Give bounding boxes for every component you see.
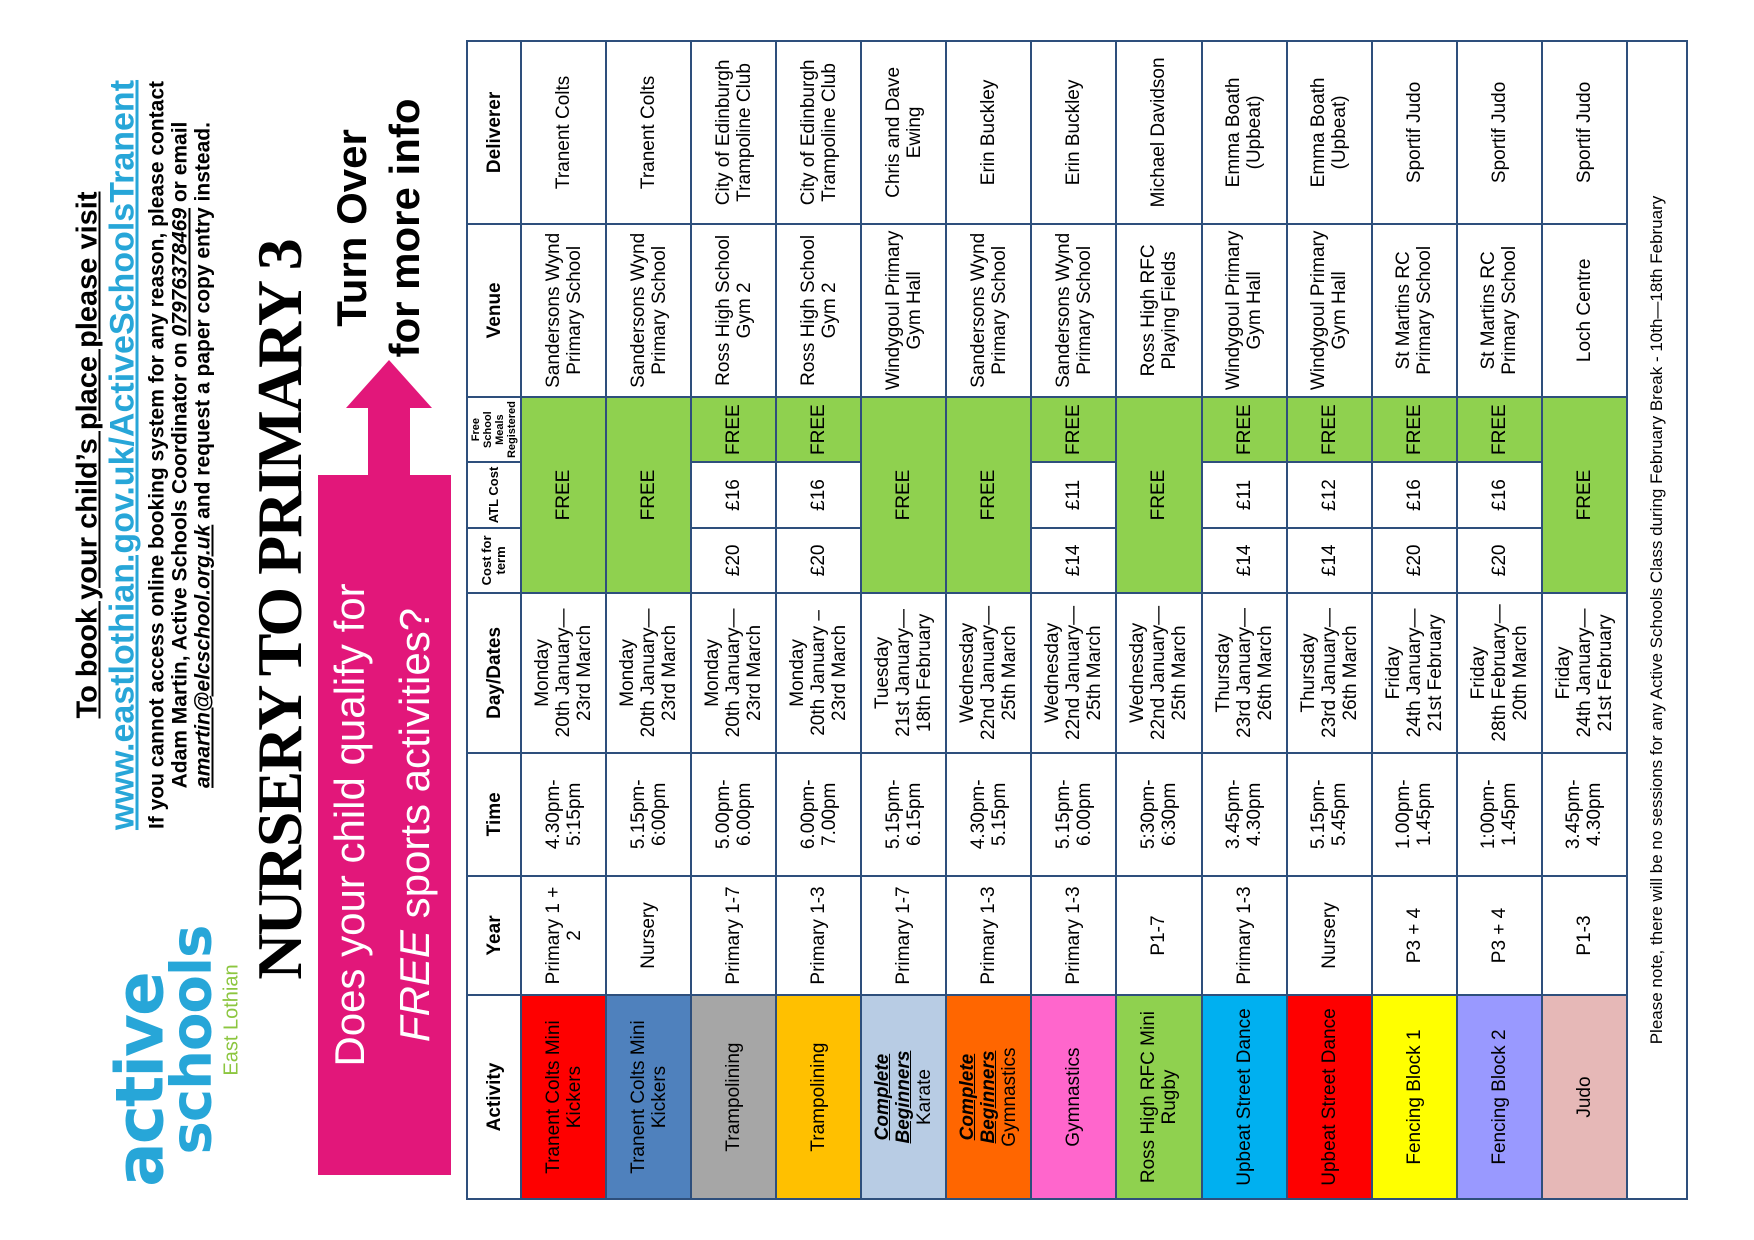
activity-name: Judo — [1573, 1076, 1595, 1118]
cost-cell: £20 — [691, 528, 776, 593]
table-row — [1031, 41, 1116, 1199]
header-fsm: Free School Meals Registered — [467, 397, 521, 462]
activity-cell — [1542, 995, 1627, 1199]
header-deliverer: Deliverer — [467, 41, 521, 224]
header-cost: Cost for term — [467, 528, 521, 593]
time-cell: 4.30pm-5.15pm — [946, 753, 1031, 876]
fsm-cell: FREE — [1457, 397, 1542, 462]
dates-cell — [691, 593, 776, 753]
banner-line-2 — [391, 608, 439, 1042]
date-range: 22nd January—25th March — [978, 605, 1021, 740]
contact-info — [146, 70, 215, 840]
time-cell: 5.15pm-6:00pm — [606, 753, 691, 876]
logo-region: East Lothian — [220, 964, 243, 1076]
day-name: Wednesday — [1127, 622, 1149, 723]
header-time: Time — [467, 753, 521, 876]
time-cell: 3.45pm-4.30pm — [1202, 753, 1287, 876]
header-dates: Day/Dates — [467, 593, 521, 753]
table-row — [1116, 41, 1201, 1199]
banner-free-word: FREE — [391, 930, 438, 1043]
free-merged-cell: FREE — [606, 397, 691, 593]
venue-cell: Windygoul Primary Gym Hall — [861, 224, 946, 397]
date-range: 28th February—20th March — [1488, 604, 1531, 742]
schedule-table-container — [466, 40, 1692, 1200]
table-row — [521, 41, 606, 1199]
fsm-cell: FREE — [1372, 397, 1457, 462]
deliverer-cell: Tranent Colts — [521, 41, 606, 224]
date-range: 24th January—21st February — [1573, 608, 1616, 738]
activity-name: Trampolining — [723, 1042, 745, 1152]
dates-cell — [861, 593, 946, 753]
table-row — [1457, 41, 1542, 1199]
deliverer-cell: Emma Boath (Upbeat) — [1287, 41, 1372, 224]
year-cell: Primary 1-3 — [1202, 876, 1287, 995]
activity-name: Fencing Block 1 — [1403, 1029, 1425, 1165]
date-range: 23rd January—26th March — [1318, 607, 1361, 738]
venue-cell: St Martins RC Primary School — [1372, 224, 1457, 397]
time-cell: 5.00pm-6.00pm — [691, 753, 776, 876]
table-row — [861, 41, 946, 1199]
february-break-note: Please note, there will be no sessions for any Active Schools Class during February Break - 10th—18th February — [1628, 40, 1688, 1200]
day-name: Monday — [787, 639, 809, 707]
table-header-row — [467, 41, 521, 1199]
cost-cell: £14 — [1202, 528, 1287, 593]
more-info-text: for more info — [381, 98, 428, 358]
venue-cell: Loch Centre — [1542, 224, 1627, 397]
activity-cell — [521, 995, 606, 1199]
cost-cell: £20 — [1457, 528, 1542, 593]
venue-cell: Sandersons Wynd Primary School — [946, 224, 1031, 397]
atl-cost-cell: £11 — [1031, 462, 1116, 527]
day-name: Tuesday — [872, 636, 894, 710]
year-cell: Primary 1-7 — [691, 876, 776, 995]
time-cell: 5.15pm-6.00pm — [1031, 753, 1116, 876]
table-row — [1542, 41, 1627, 1199]
deliverer-cell: Erin Buckley — [946, 41, 1031, 224]
day-name: Thursday — [1297, 633, 1319, 713]
activity-name: Fencing Block 2 — [1488, 1029, 1510, 1165]
table-row — [691, 41, 776, 1199]
banner-line-1: Does your child qualify for — [326, 583, 373, 1067]
phone-number[interactable]: 07976378469 — [168, 207, 192, 337]
activity-cell — [1372, 995, 1457, 1199]
free-merged-cell: FREE — [946, 397, 1031, 593]
time-cell: 5:30pm-6:30pm — [1116, 753, 1201, 876]
atl-cost-cell: £12 — [1287, 462, 1372, 527]
header-venue: Venue — [467, 224, 521, 397]
year-cell: P3 + 4 — [1372, 876, 1457, 995]
activity-cell — [1202, 995, 1287, 1199]
venue-cell: St Martins RC Primary School — [1457, 224, 1542, 397]
fsm-cell: FREE — [1031, 397, 1116, 462]
banner-line-2-rest: sports activities? — [391, 607, 438, 931]
table-row — [776, 41, 861, 1199]
date-range: 20th January—23rd March — [638, 608, 681, 738]
free-merged-cell: FREE — [521, 397, 606, 593]
activity-name: Tranent Colts Mini Kickers — [627, 1020, 670, 1174]
table-row — [606, 41, 691, 1199]
atl-cost-cell: £16 — [1457, 462, 1542, 527]
schedule-table — [466, 40, 1628, 1200]
activity-name: Upbeat Street Dance — [1233, 1008, 1255, 1186]
logo-word-active: active — [101, 973, 179, 1187]
activity-name: Ross High RFC Mini Rugby — [1137, 1011, 1180, 1184]
day-name: Wednesday — [1042, 622, 1064, 723]
activity-emphasis: Beginners — [893, 1050, 915, 1144]
cost-cell: £14 — [1031, 528, 1116, 593]
deliverer-cell: City of Edinburgh Trampoline Club — [776, 41, 861, 224]
date-range: 20th January—23rd March — [553, 608, 596, 738]
time-cell: 3.45pm-4.30pm — [1542, 753, 1627, 876]
activity-name: Karate — [914, 1069, 936, 1126]
activity-cell — [606, 995, 691, 1199]
activity-name: Trampolining — [808, 1042, 830, 1152]
activity-emphasis: Beginners — [978, 1050, 1000, 1144]
year-cell: Nursery — [1287, 876, 1372, 995]
year-cell: Nursery — [606, 876, 691, 995]
year-cell: Primary 1-3 — [946, 876, 1031, 995]
time-cell: 5.15pm-5.45pm — [1287, 753, 1372, 876]
year-cell: P1-3 — [1542, 876, 1627, 995]
year-cell: Primary 1-3 — [776, 876, 861, 995]
logo-word-schools: schools — [159, 925, 225, 1155]
table-row — [1202, 41, 1287, 1199]
day-name: Monday — [617, 639, 639, 707]
table-row — [946, 41, 1031, 1199]
deliverer-cell: Sportif Judo — [1372, 41, 1457, 224]
dates-cell — [946, 593, 1031, 753]
activity-cell — [1031, 995, 1116, 1199]
venue-cell: Ross High RFC Playing Fields — [1116, 224, 1201, 397]
dates-cell — [1116, 593, 1201, 753]
date-range: 24th January—21st February — [1403, 608, 1446, 738]
day-name: Thursday — [1212, 633, 1234, 713]
cost-cell: £14 — [1287, 528, 1372, 593]
activity-name: Gymnastics — [1063, 1047, 1085, 1147]
booking-heading: To book your child’s place please visit — [71, 191, 104, 719]
activity-emphasis: Complete — [957, 1053, 979, 1141]
deliverer-cell: Michael Davidson — [1116, 41, 1201, 224]
date-range: 20th January—23rd March — [723, 608, 766, 738]
time-cell: 1:00pm-1.45pm — [1457, 753, 1542, 876]
time-cell: 1.00pm-1.45pm — [1372, 753, 1457, 876]
table-row — [1372, 41, 1457, 1199]
header-activity: Activity — [467, 995, 521, 1199]
time-cell: 5.15pm-6.15pm — [861, 753, 946, 876]
dates-cell — [1542, 593, 1627, 753]
time-cell: 4.30pm-5:15pm — [521, 753, 606, 876]
contact-line-2: Adam Martin, Active Schools Coordinator on — [168, 342, 192, 789]
atl-cost-cell: £16 — [691, 462, 776, 527]
deliverer-cell: Erin Buckley — [1031, 41, 1116, 224]
atl-cost-cell: £16 — [1372, 462, 1457, 527]
cost-cell: £20 — [776, 528, 861, 593]
time-cell: 6.00pm-7.00pm — [776, 753, 861, 876]
activity-name: Upbeat Street Dance — [1318, 1008, 1340, 1186]
dates-cell — [1287, 593, 1372, 753]
activity-name: Gymnastics — [999, 1047, 1021, 1147]
contact-or: or email — [168, 121, 192, 203]
activity-cell — [776, 995, 861, 1199]
dates-cell — [776, 593, 861, 753]
dates-cell — [1372, 593, 1457, 753]
deliverer-cell: Sportif Judo — [1457, 41, 1542, 224]
free-merged-cell: FREE — [1542, 397, 1627, 593]
fsm-cell: FREE — [776, 397, 861, 462]
day-name: Wednesday — [957, 622, 979, 723]
email-link[interactable]: amartin@elcschool.org.uk — [191, 524, 215, 788]
free-merged-cell: FREE — [861, 397, 946, 593]
fsm-cell: FREE — [1202, 397, 1287, 462]
page-title: NURSERY TO PRIMARY 3 — [244, 240, 315, 980]
activity-cell — [1457, 995, 1542, 1199]
fsm-cell: FREE — [691, 397, 776, 462]
dates-cell — [1031, 593, 1116, 753]
day-name: Friday — [1382, 646, 1404, 700]
activity-cell — [946, 995, 1031, 1199]
deliverer-cell: Emma Boath (Upbeat) — [1202, 41, 1287, 224]
deliverer-cell: Tranent Colts — [606, 41, 691, 224]
deliverer-cell: Chris and Dave Ewing — [861, 41, 946, 224]
year-cell: Primary 1 + 2 — [521, 876, 606, 995]
booking-url-link[interactable]: www.eastlothian.gov.uk/ActiveSchoolsTranent — [103, 79, 142, 831]
table-body — [521, 41, 1627, 1199]
deliverer-cell: Sportif Judo — [1542, 41, 1627, 224]
table-row — [1287, 41, 1372, 1199]
day-name: Friday — [1552, 646, 1574, 700]
turn-over-text: Turn Over — [328, 129, 375, 327]
fsm-cell: FREE — [1287, 397, 1372, 462]
arrow-up-icon — [368, 400, 410, 480]
activity-emphasis: Complete — [872, 1053, 894, 1141]
date-range: 22nd January—25th March — [1063, 605, 1106, 740]
date-range: 23rd January—26th March — [1233, 607, 1276, 738]
year-cell: P3 + 4 — [1457, 876, 1542, 995]
contact-line-1: If you cannot access online booking system for any reason, please contact — [145, 80, 169, 830]
venue-cell: Ross High School Gym 2 — [776, 224, 861, 397]
dates-cell — [1202, 593, 1287, 753]
deliverer-cell: City of Edinburgh Trampoline Club — [691, 41, 776, 224]
activity-cell — [1287, 995, 1372, 1199]
arrow-head-icon — [346, 360, 432, 408]
date-range: 20th January – 23rd March — [808, 610, 851, 736]
venue-cell: Windygoul Primary Gym Hall — [1202, 224, 1287, 397]
activity-cell — [691, 995, 776, 1199]
venue-cell: Ross High School Gym 2 — [691, 224, 776, 397]
free-merged-cell: FREE — [1116, 397, 1201, 593]
year-cell: Primary 1-7 — [861, 876, 946, 995]
cost-cell: £20 — [1372, 528, 1457, 593]
year-cell: P1-7 — [1116, 876, 1201, 995]
day-name: Monday — [532, 639, 554, 707]
atl-cost-cell: £16 — [776, 462, 861, 527]
dates-cell — [606, 593, 691, 753]
year-cell: Primary 1-3 — [1031, 876, 1116, 995]
venue-cell: Sandersons Wynd Primary School — [521, 224, 606, 397]
venue-cell: Sandersons Wynd Primary School — [1031, 224, 1116, 397]
dates-cell — [1457, 593, 1542, 753]
activity-name: Tranent Colts Mini Kickers — [542, 1020, 585, 1174]
date-range: 21st January—18th February — [893, 609, 936, 737]
activity-cell — [1116, 995, 1201, 1199]
atl-cost-cell: £11 — [1202, 462, 1287, 527]
dates-cell — [521, 593, 606, 753]
contact-line-3: and request a paper copy entry instead. — [191, 122, 215, 519]
day-name: Monday — [702, 639, 724, 707]
date-range: 22nd January—25th March — [1148, 605, 1191, 740]
venue-cell: Sandersons Wynd Primary School — [606, 224, 691, 397]
venue-cell: Windygoul Primary Gym Hall — [1287, 224, 1372, 397]
activity-cell — [861, 995, 946, 1199]
header-year: Year — [467, 876, 521, 995]
header-atl: ATL Cost — [467, 462, 521, 527]
day-name: Friday — [1467, 646, 1489, 700]
